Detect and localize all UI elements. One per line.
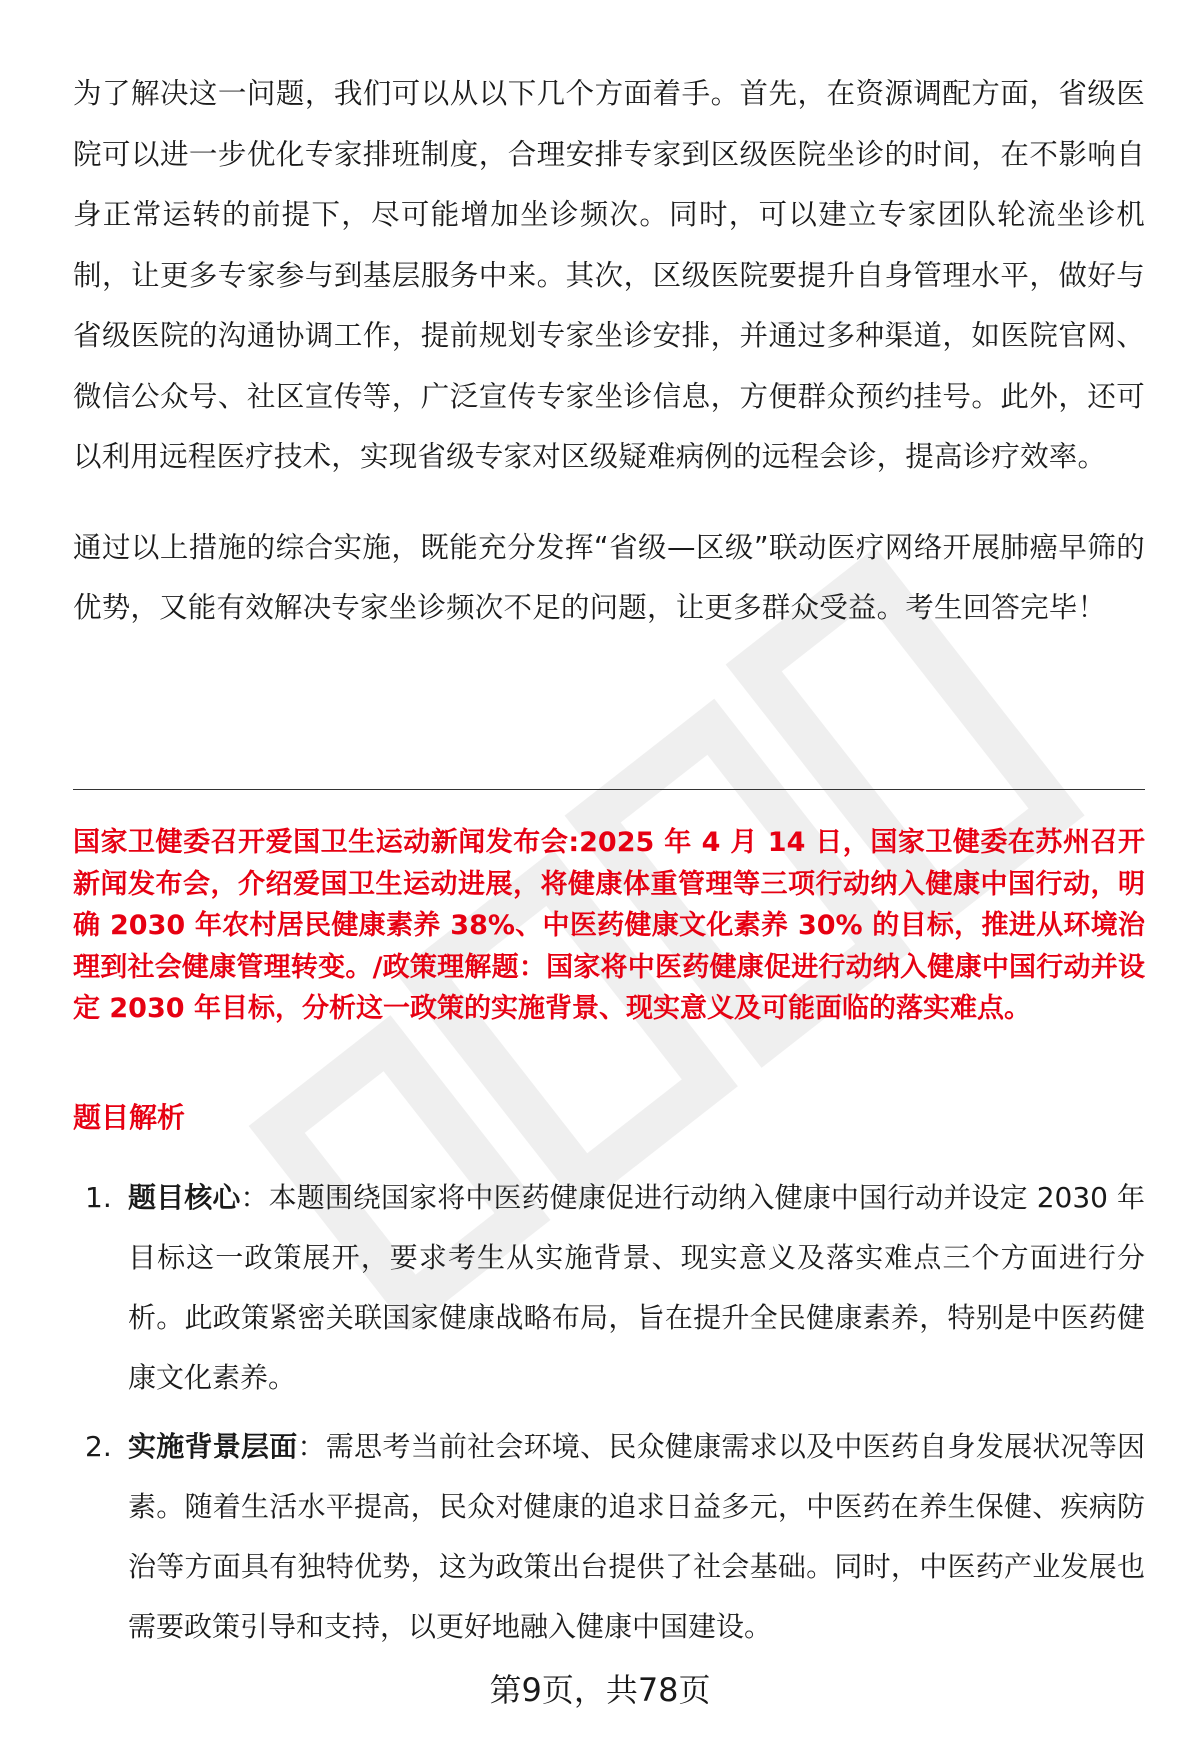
analysis-heading: 题目解析 xyxy=(73,1101,186,1134)
list-item-number: 1. xyxy=(85,1181,112,1214)
list-item xyxy=(73,1168,1145,1408)
body-paragraph: 为了解决这一问题，我们可以从以下几个方面着手。首先，在资源调配方面，省级医院可以进一步优化专家排班制度，合理安排专家到区级医院坐诊的时间，在不影响自身正常运转的前提下，尽可能增加坐诊频次。同时，可以建立专家团队轮流坐诊机制，让更多专家参与到基层服务中来。其次，区级医院要提升自身管理水平，做好与省级医院的沟通协调工作，提前规划专家坐诊安排，并通过多种渠道，如医院官网、微信公众号、社区宣传等，广泛宣传专家坐诊信息，方便群众预约挂号。此外，还可以利用远程医疗技术，实现省级专家对区级疑难病例的远程会诊，提高诊疗效率。 xyxy=(73,77,1145,473)
page-number: 第9页，共78页 xyxy=(489,1671,711,1709)
list-item-label: 实施背景层面 xyxy=(128,1430,298,1463)
list-item-text: ：需思考当前社会环境、民众健康需求以及中医药自身发展状况等因素。随着生活水平提高，民众对健康的追求日益多元，中医药在养生保健、疾病防治等方面具有独特优势，这为政策出台提供了社会基础。同时，中医药产业发展也需要政策引导和支持，以更好地融入健康中国建设。 xyxy=(128,1430,1145,1643)
main-content xyxy=(73,64,1145,639)
list-item-text: ：本题围绕国家将中医药健康促进行动纳入健康中国行动并设定 2030 年目标这一政策展开，要求考生从实施背景、现实意义及落实难点三个方面进行分析。此政策紧密关联国家健康战略布局，旨在提升全民健康素养，特别是中医药健康文化素养。 xyxy=(128,1181,1145,1394)
list-item xyxy=(73,1417,1145,1657)
analysis-list xyxy=(73,1168,1145,1657)
news-question-block: 国家卫健委召开爱国卫生运动新闻发布会:2025 年 4 月 14 日，国家卫健委在苏州召开新闻发布会，介绍爱国卫生运动进展，将健康体重管理等三项行动纳入健康中国行动，明确 2030 年农村居民健康素养 38%、中医药健康文化素养 30% 的目标，推进从环境治理到社会健康管理转变。/政策理解题：国家将中医药健康促进行动纳入健康中国行动并设定 2030 年目标，分析这一政策的实施背景、现实意义及可能面临的落实难点。 xyxy=(73,827,1145,1024)
list-item-number: 2. xyxy=(85,1430,112,1463)
list-item-label: 题目核心 xyxy=(128,1181,241,1214)
body-paragraph: 通过以上措施的综合实施，既能充分发挥“省级—区级”联动医疗网络开展肺癌早筛的优势，又能有效解决专家坐诊频次不足的问题，让更多群众受益。考生回答完毕！ xyxy=(73,530,1145,624)
section-divider xyxy=(73,789,1145,790)
